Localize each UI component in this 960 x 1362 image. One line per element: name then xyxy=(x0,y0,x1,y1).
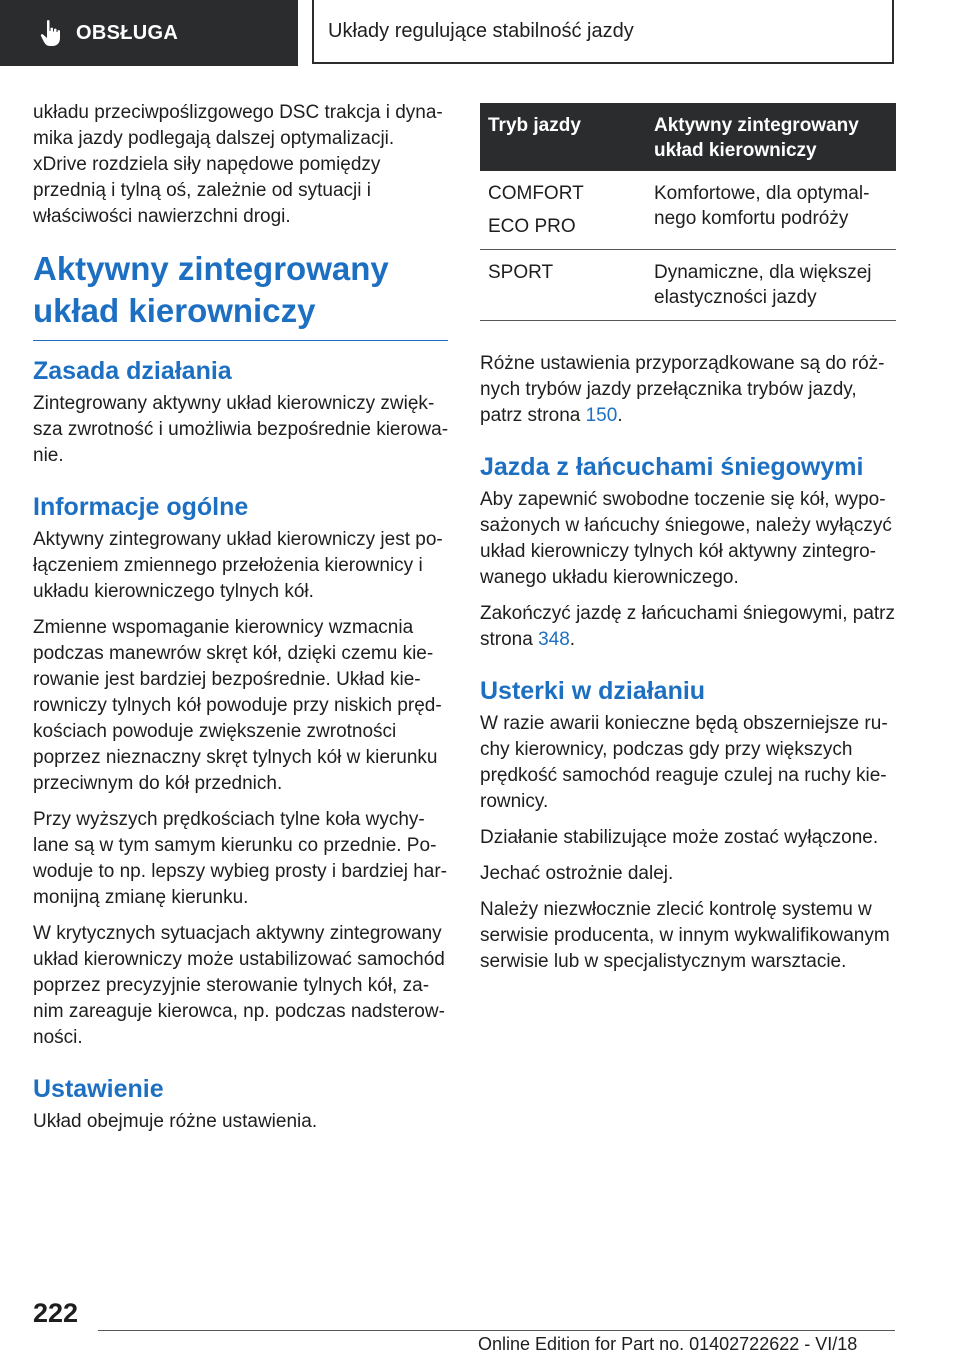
left-column xyxy=(33,100,448,1145)
chapter-title: Układy regulujące stabilność jazdy xyxy=(328,19,634,42)
paragraph: Układ obejmuje różne ustawienia. xyxy=(33,1111,318,1132)
mode-label: SPORT xyxy=(488,262,554,283)
section-tab[interactable] xyxy=(0,0,298,66)
section-heading-zasada: Zasada działania xyxy=(33,357,232,385)
chapter-header xyxy=(312,0,894,64)
table-row xyxy=(480,171,896,250)
table-cell-desc: Komfortowe, dla optymalnego komfortu podróży xyxy=(646,171,896,250)
table-header-cell: Tryb jazdy xyxy=(480,103,646,171)
section-heading-ustawienie: Ustawienie xyxy=(33,1075,164,1103)
footer-divider xyxy=(98,1330,895,1331)
table-cell-desc: Dynamiczne, dla większej elastyczności jazdy xyxy=(646,250,896,321)
mode-label: ECO PRO xyxy=(488,216,576,237)
page-link-348[interactable]: 348 xyxy=(538,629,570,650)
page-number: 222 xyxy=(33,1298,79,1328)
paragraph: Należy niezwłocznie zlecić kontrolę systemu w serwisie producenta, w innym wykwalifikowanym serwisie lub w specjalistycznym warsztacie. xyxy=(480,899,890,972)
section-heading-usterki: Usterki w działaniu xyxy=(480,677,706,705)
page-title: Aktywny zintegrowany układ kierowniczy xyxy=(33,248,448,341)
footer-edition: Online Edition for Part no. 01402722622 - VI/18 xyxy=(478,1334,858,1354)
table-header-row xyxy=(480,103,896,171)
paragraph: Działanie stabilizujące może zostać wyłączone. xyxy=(480,827,879,848)
mode-label: COMFORT xyxy=(488,183,584,204)
section-heading-lancuchy: Jazda z łańcuchami śniegowymi xyxy=(480,453,864,481)
table-cell-mode xyxy=(480,171,646,250)
paragraph: Zmienne wspomaganie kierownicy wzmacnia podczas manewrów skręt kół, dzięki czemu kierowanie jest bardziej bezpośrednie. Układ kierowniczy tylnych kół powoduje przy niskich prędkościach powoduje zwiększenie zwrotności poprzez nieznaczny skręt tylnych kół w kierunku przeciwnym do kół przednich. xyxy=(33,617,442,794)
paragraph: W krytycznych sytuacjach aktywny zintegrowany układ kierowniczy może ustabilizować samochód poprzez precyzyjnie sterowanie tylnych kół, zanim zareaguje kierowca, np. podczas nadsterowności. xyxy=(33,923,445,1048)
table-header-cell: Aktywny zintegrowany układ kierowniczy xyxy=(646,103,896,171)
paragraph: Aby zapewnić swobodne toczenie się kół, wyposażonych w łańcuchy śniegowe, należy wyłączyć układ kierowniczy tylnych kół aktywny zintegrowanego układu kierowniczego. xyxy=(480,489,892,588)
paragraph: Aktywny zintegrowany układ kierowniczy jest połączeniem zmiennego przełożenia kierownicy i układu kierowniczego tylnych kół. xyxy=(33,529,443,602)
paragraph-text: Zakończyć jazdę z łańcuchami śniegowymi, patrz strona xyxy=(480,603,896,650)
section-heading-informacje: Informacje ogólne xyxy=(33,493,249,521)
table-row xyxy=(480,250,896,321)
table-cell-mode xyxy=(480,250,646,321)
hand-pointer-icon xyxy=(40,19,62,47)
paragraph: W razie awarii konieczne będą obszerniejsze ruchy kierownicy, podczas gdy przy większych prędkość samochód reaguje czulej na ruchy kierownicy. xyxy=(480,713,888,812)
paragraph-text: Różne ustawienia przyporządkowane są do różnych trybów jazdy przełącznika trybów jazdy, patrz strona xyxy=(480,353,885,426)
page-link-150[interactable]: 150 xyxy=(585,405,618,426)
paragraph-text: . xyxy=(617,405,623,426)
right-column xyxy=(480,100,896,985)
section-label: OBSŁUGA xyxy=(76,21,179,44)
paragraph: Przy wyższych prędkościach tylne koła wychylane są w tym samym kierunku co przednie. Powoduje to np. lepszy wybieg prosty i bardziej harmonijną zmianę kierunku. xyxy=(33,809,447,908)
paragraph: Zintegrowany aktywny układ kierowniczy zwiększa zwrotność i umożliwia bezpośrednie kierowanie. xyxy=(33,393,449,466)
paragraph xyxy=(480,351,896,429)
intro-paragraph: układu przeciwpoślizgowego DSC trakcja i dynamika jazdy podlegają dalszej optymalizacji. xDrive rozdziela siły napędowe pomiędzy przednią i tylną oś, zależnie od sytuacji i właściwości nawierzchni drogi. xyxy=(33,102,443,227)
paragraph: Jechać ostrożnie dalej. xyxy=(480,863,674,884)
paragraph xyxy=(480,601,896,653)
paragraph-text: . xyxy=(569,629,576,650)
drive-mode-table xyxy=(480,103,896,321)
